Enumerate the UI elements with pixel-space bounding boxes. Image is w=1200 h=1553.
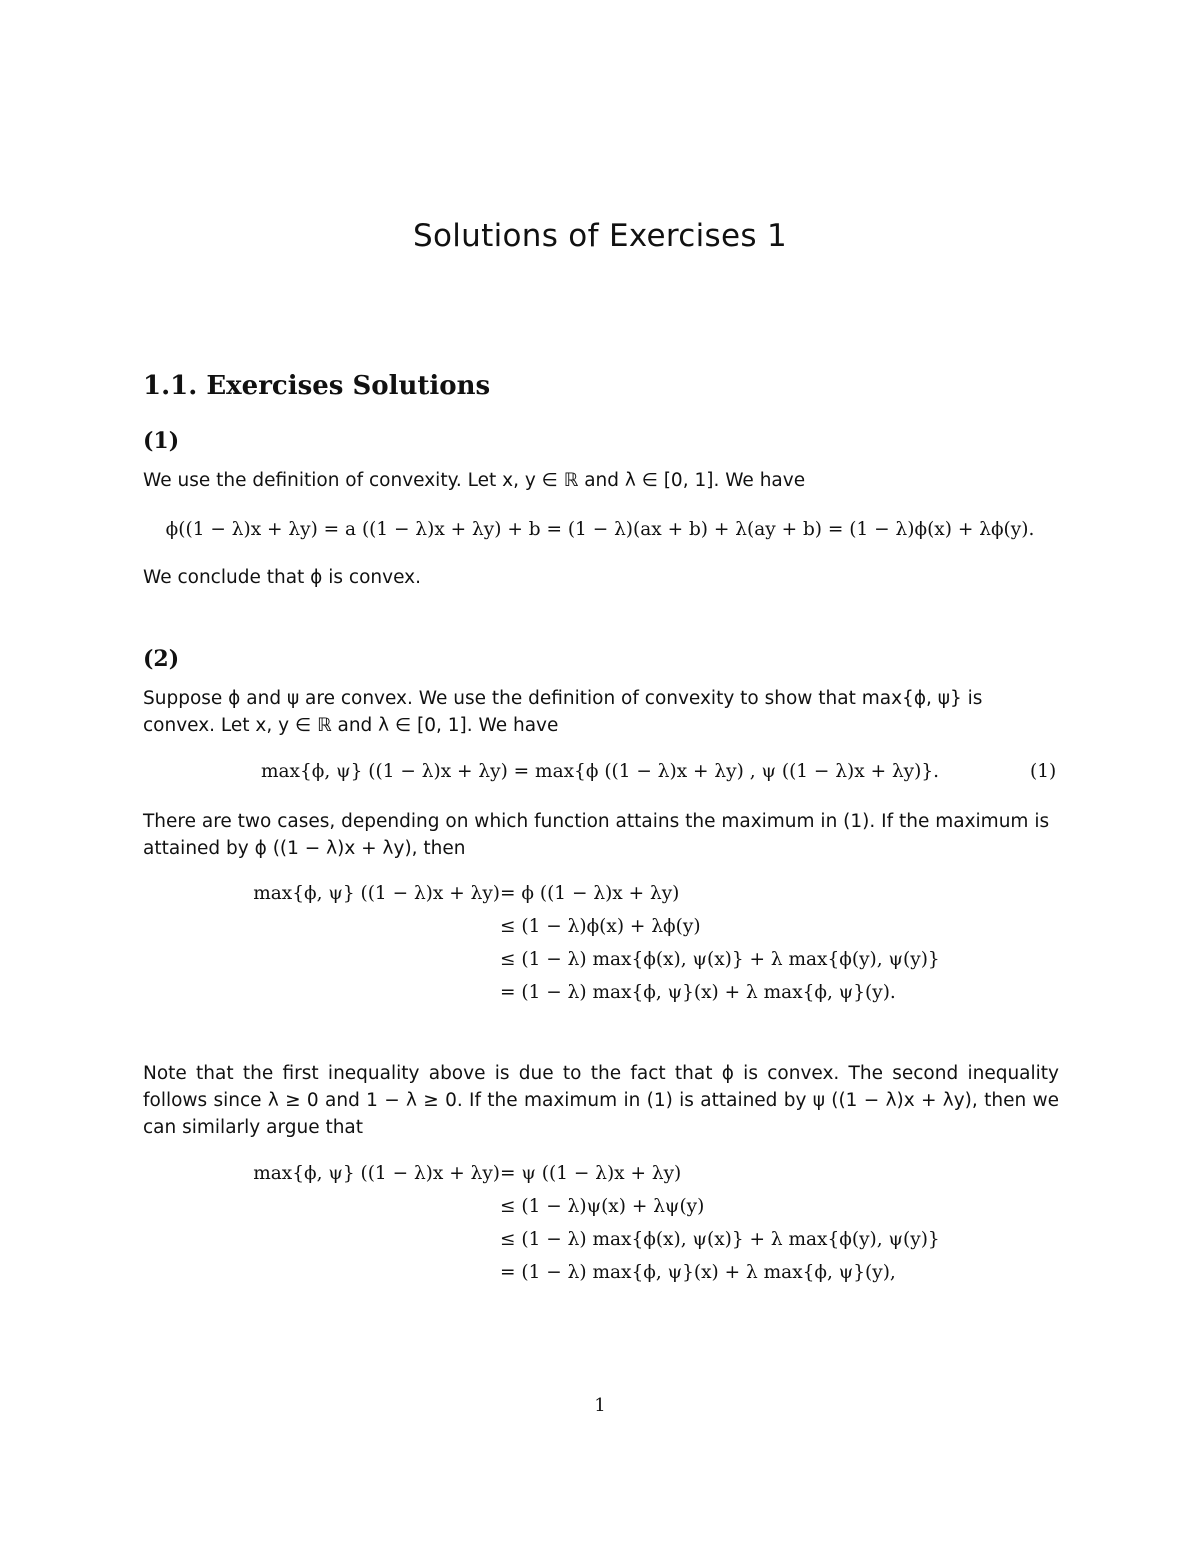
equation-number-1: (1) (1030, 761, 1057, 782)
page-number: 1 (594, 1395, 606, 1416)
exercise-1-equation: ϕ((1 − λ)x + λy) = a ((1 − λ)x + λy) + b = (1 − λ)(ax + b) + λ(ay + b) = (1 − λ)ϕ(x) + λϕ(y). (165, 519, 1035, 540)
align-2-row: ≤ (1 − λ) max{ϕ(x), ψ(x)} + λ max{ϕ(y), ψ(y)} (500, 1229, 940, 1250)
align-1-row: = ϕ ((1 − λ)x + λy) (500, 883, 680, 904)
align-1-lhs: max{ϕ, ψ} ((1 − λ)x + λy) (253, 883, 500, 904)
exercise-2-note-text: Note that the first inequality above is due to the fact that ϕ is convex. The second inequality follows since λ ≥ 0 and 1 − λ ≥ 0. If the maximum in (1) is attained by ψ ((1 − λ)x + λy), then we can similarly argue that (143, 1063, 1059, 1138)
exercise-2-intro: Suppose ϕ and ψ are convex. We use the definition of convexity to show that max{ϕ, ψ} is convex. Let x, y ∈ ℝ and λ ∈ [0, 1]. We have (143, 688, 983, 736)
exercise-1-number: (1) (143, 428, 180, 454)
align-2-row: = (1 − λ) max{ϕ, ψ}(x) + λ max{ϕ, ψ}(y), (500, 1262, 896, 1283)
page-title: Solutions of Exercises 1 (413, 218, 787, 254)
section-heading: 1.1. Exercises Solutions (143, 371, 491, 401)
exercise-2-equation-1: max{ϕ, ψ} ((1 − λ)x + λy) = max{ϕ ((1 − λ)x + λy) , ψ ((1 − λ)x + λy)}. (260, 761, 939, 782)
align-1-row: = (1 − λ) max{ϕ, ψ}(x) + λ max{ϕ, ψ}(y). (500, 982, 896, 1003)
align-2-row: = ψ ((1 − λ)x + λy) (500, 1163, 682, 1184)
exercise-1-conclusion: We conclude that ϕ is convex. (143, 567, 421, 588)
exercise-1-intro: We use the definition of convexity. Let x, y ∈ ℝ and λ ∈ [0, 1]. We have (143, 470, 806, 491)
exercise-2-cases-text: There are two cases, depending on which function attains the maximum in (1). If the maximum is attained by ϕ ((1 − λ)x + λy), then (143, 811, 1050, 859)
align-2-row: ≤ (1 − λ)ψ(x) + λψ(y) (500, 1196, 705, 1217)
align-1-row: ≤ (1 − λ) max{ϕ(x), ψ(x)} + λ max{ϕ(y), ψ(y)} (500, 949, 940, 970)
align-1-row: ≤ (1 − λ)ϕ(x) + λϕ(y) (500, 916, 701, 937)
exercise-2-number: (2) (143, 646, 180, 672)
align-2-lhs: max{ϕ, ψ} ((1 − λ)x + λy) (253, 1163, 500, 1184)
